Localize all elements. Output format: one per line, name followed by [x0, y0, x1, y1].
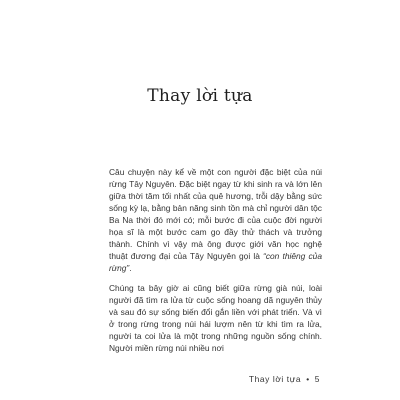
paragraph-1-end: . [129, 263, 132, 273]
page-number: 5 [314, 374, 320, 384]
body-text [109, 166, 322, 362]
paragraph-1-quote: “con thiêng của rừng” [109, 251, 322, 273]
page-footer [249, 374, 320, 384]
paragraph-2 [109, 282, 322, 354]
footer-separator: • [306, 374, 310, 384]
chapter-title: Thay lời tựa [147, 86, 253, 106]
paragraph-1-text: Câu chuyện này kể về một con người đặc biệt của núi rừng Tây Nguyên. Đặc biệt ngay từ khi sinh ra và lớn lên giữa thời tăm tối nhất của quê hương, trỗi dậy bằng sức sống kỳ lạ, bằng bản năng sinh tồn mà chỉ người dân tộc Ba Na thời đó mới có; mỗi bước đi của cuộc đời người họa sĩ là một bước cam go đầy thử thách và trưởng thành. Chính vì vậy mà ông được giới văn học nghệ thuật đương đại của Tây Nguyên gọi là [109, 167, 322, 261]
running-title: Thay lời tựa [248, 374, 302, 384]
paragraph-1 [109, 166, 322, 274]
paragraph-2-text: Chúng ta bây giờ ai cũng biết giữa rừng già núi, loài người đã tìm ra lửa từ cuộc sống hoang dã nguyên thủy và sau đó sự sống biến đổi gắn liền với phát triển. Và vì ở trong rừng trong núi hái lượm nên từ khi tìm ra lửa, người ta coi lửa là một trong những nguồn sống chính. Người miền rừng núi nhiều nơi [109, 283, 322, 353]
